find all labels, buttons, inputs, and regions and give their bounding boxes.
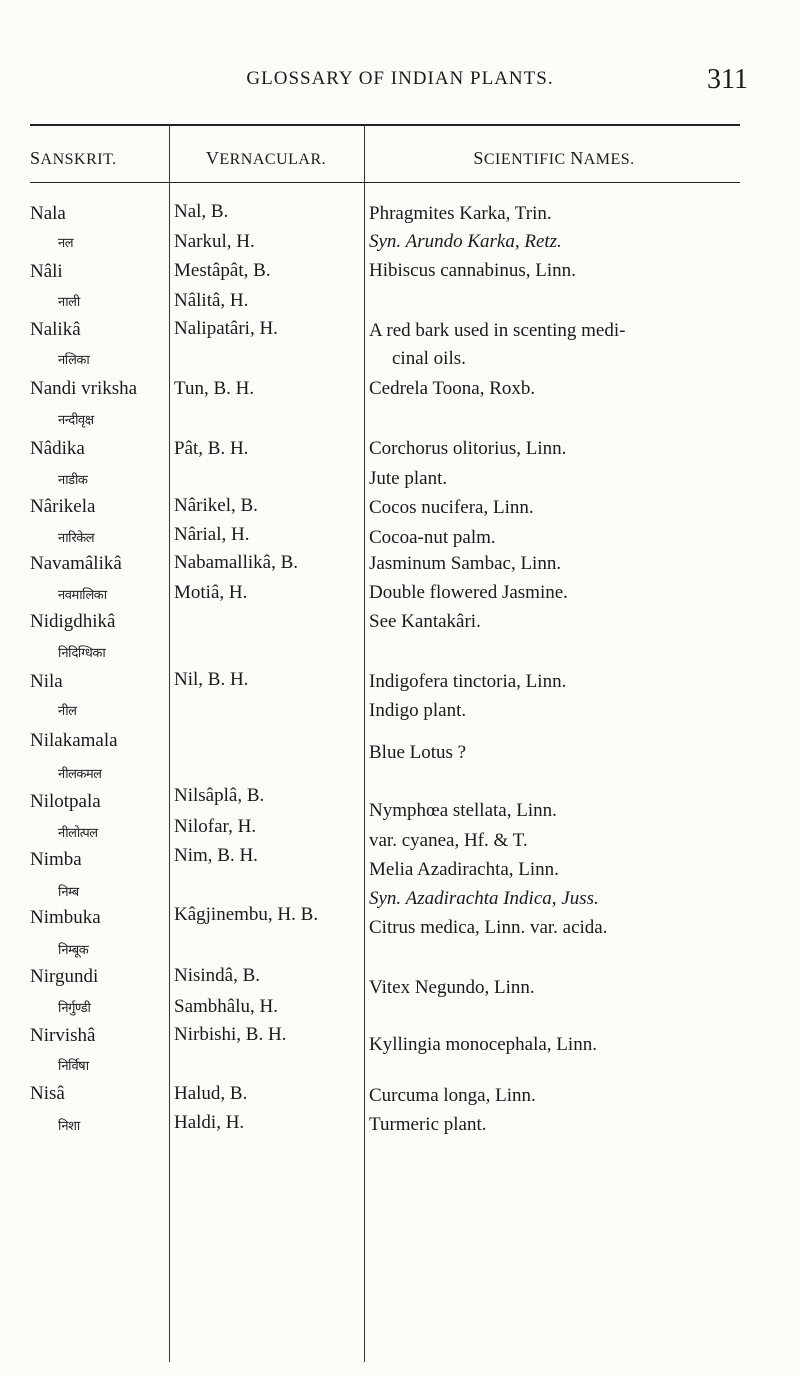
sanskrit-name: Nila [30, 671, 63, 692]
vernacular-name: Halud, B. [174, 1083, 248, 1104]
scientific-name: Turmeric plant. [369, 1114, 487, 1135]
scientific-name: Nymphœa stellata, Linn. [369, 800, 557, 821]
scientific-name: A red bark used in scenting medi- [369, 320, 626, 341]
column-divider-2 [364, 124, 365, 1362]
sanskrit-name: Nalikâ [30, 319, 81, 340]
scientific-name: Blue Lotus ? [369, 742, 467, 763]
sanskrit-name: Nâli [30, 261, 63, 282]
column-header-scientific: SCIENTIFIC NAMES. [473, 148, 635, 168]
vernacular-name: Sambhâlu, H. [174, 996, 278, 1017]
scientific-name: Vitex Negundo, Linn. [369, 977, 535, 998]
vernacular-name: Nim, B. H. [174, 845, 258, 866]
sanskrit-name: Nidigdhikâ [30, 611, 116, 632]
scientific-synonym: Syn. Azadirachta Indica, Juss. [369, 888, 599, 909]
scientific-name: Indigo plant. [369, 700, 467, 721]
vernacular-name: Nil, B. H. [174, 669, 249, 690]
devanagari-name: निदिग्धिका [58, 646, 106, 661]
vernacular-name: Nârial, H. [174, 524, 250, 545]
scientific-name: See Kantakâri. [369, 611, 481, 632]
vernacular-name: Motiâ, H. [174, 582, 248, 603]
vernacular-name: Haldi, H. [174, 1112, 245, 1133]
devanagari-name: नलिका [58, 353, 90, 368]
devanagari-name: नील [58, 704, 77, 719]
sanskrit-name: Nimbuka [30, 907, 101, 928]
devanagari-name: नन्दीवृक्ष [58, 413, 94, 428]
sanskrit-name: Navamâlikâ [30, 553, 122, 574]
sanskrit-name: Nârikela [30, 496, 96, 517]
vernacular-name: Nal, B. [174, 201, 229, 222]
scientific-name: Melia Azadirachta, Linn. [369, 859, 559, 880]
scientific-name: Curcuma longa, Linn. [369, 1085, 536, 1106]
vernacular-name: Nabamallikâ, B. [174, 552, 298, 573]
sanskrit-name: Nilakamala [30, 730, 118, 751]
vernacular-name: Nisindâ, B. [174, 965, 261, 986]
scientific-name: Phragmites Karka, Trin. [369, 203, 552, 224]
devanagari-name: नाडीक [58, 473, 88, 488]
vernacular-name: Nilsâplâ, B. [174, 785, 265, 806]
devanagari-name: नल [58, 236, 74, 251]
devanagari-name: निम्ब [58, 885, 79, 900]
vernacular-name: Tun, B. H. [174, 378, 255, 399]
scientific-name: Kyllingia monocephala, Linn. [369, 1034, 597, 1055]
column-header-sanskrit: SANSKRIT. [30, 148, 117, 168]
scientific-name: Hibiscus cannabinus, Linn. [369, 260, 576, 281]
table-top-rule [30, 124, 740, 126]
vernacular-name: Pât, B. H. [174, 438, 249, 459]
sanskrit-name: Nisâ [30, 1083, 65, 1104]
column-header-vernacular: VERNACULAR. [205, 148, 327, 168]
column-divider-1 [169, 124, 170, 1362]
scientific-name: Cocoa-nut palm. [369, 527, 496, 548]
vernacular-name: Kâgjinembu, H. B. [174, 904, 319, 925]
scientific-name: Jasminum Sambac, Linn. [369, 553, 562, 574]
sanskrit-name: Nala [30, 203, 66, 224]
devanagari-name: नवमालिका [58, 588, 107, 603]
vernacular-name: Nirbishi, B. H. [174, 1024, 287, 1045]
scientific-name: var. cyanea, Hf. & T. [369, 830, 528, 851]
scientific-name: Double flowered Jasmine. [369, 582, 568, 603]
sanskrit-name: Nirvishâ [30, 1025, 96, 1046]
sanskrit-name: Nâdika [30, 438, 85, 459]
running-title: GLOSSARY OF INDIAN PLANTS. [246, 68, 554, 89]
devanagari-name: नीलकमल [58, 767, 102, 782]
devanagari-name: निर्विषा [58, 1059, 89, 1074]
scientific-name: Corchorus olitorius, Linn. [369, 438, 567, 459]
vernacular-name: Nâlitâ, H. [174, 290, 249, 311]
sanskrit-name: Nilotpala [30, 791, 101, 812]
sanskrit-name: Nimba [30, 849, 82, 870]
devanagari-name: नाली [58, 295, 80, 310]
vernacular-name: Nilofar, H. [174, 816, 257, 837]
scientific-name: cinal oils. [392, 348, 466, 369]
devanagari-name: निम्बूक [58, 943, 89, 958]
scientific-name: Citrus medica, Linn. var. acida. [369, 917, 608, 938]
sanskrit-name: Nirgundi [30, 966, 99, 987]
running-header [0, 64, 800, 98]
devanagari-name: निशा [58, 1119, 80, 1134]
scientific-name: Cocos nucifera, Linn. [369, 497, 534, 518]
devanagari-name: निर्गुण्डी [58, 1001, 91, 1016]
sanskrit-name: Nandi vriksha [30, 378, 138, 399]
vernacular-name: Mestâpât, B. [174, 260, 271, 281]
devanagari-name: नीलोत्पल [58, 826, 98, 841]
header-rule [30, 182, 740, 183]
scientific-name: Indigofera tinctoria, Linn. [369, 671, 567, 692]
page-number: 311 [707, 64, 748, 95]
scientific-name: Jute plant. [369, 468, 448, 489]
vernacular-name: Nalipatâri, H. [174, 318, 278, 339]
vernacular-name: Narkul, H. [174, 231, 255, 252]
scientific-name: Cedrela Toona, Roxb. [369, 378, 536, 399]
vernacular-name: Nârikel, B. [174, 495, 258, 516]
scientific-synonym: Syn. Arundo Karka, Retz. [369, 231, 562, 252]
devanagari-name: नारिकेल [58, 531, 95, 546]
